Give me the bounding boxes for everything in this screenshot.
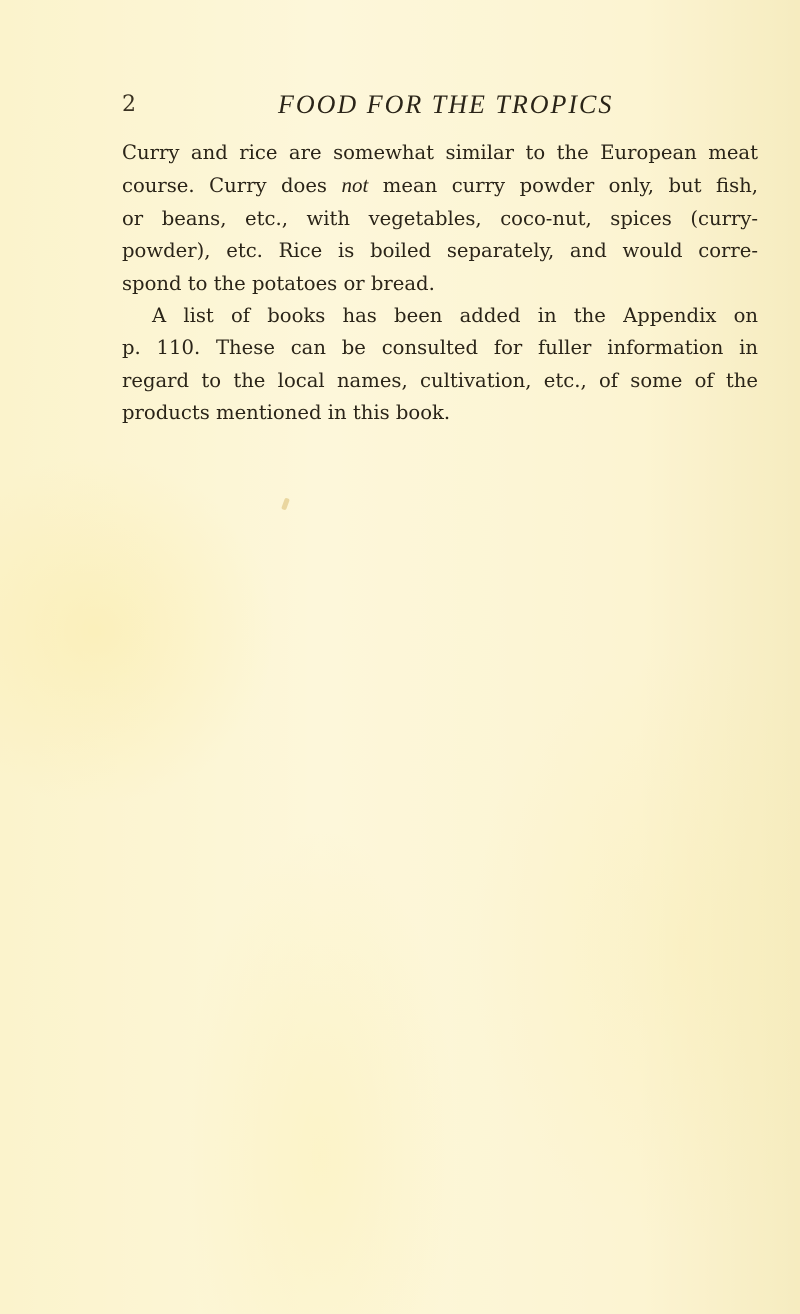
text-span: mean curry powder only, but fish, bbox=[368, 174, 758, 198]
text-span: course. Curry does bbox=[122, 174, 342, 198]
emphasis-not: not bbox=[341, 173, 369, 198]
running-title: FOOD FOR THE TROPICS bbox=[278, 90, 614, 119]
text-line bbox=[122, 169, 758, 202]
paragraph-curry-and-rice bbox=[122, 137, 758, 300]
text-line: powder), etc. Rice is boiled separately, and would corre- bbox=[122, 239, 758, 263]
text-line: or beans, etc., with vegetables, coco-nut, spices (curry- bbox=[122, 206, 758, 230]
paper-stain bbox=[281, 498, 290, 511]
text-line: spond to the potatoes or bread. bbox=[122, 271, 435, 295]
text-line: products mentioned in this book. bbox=[122, 401, 451, 425]
page-number: 2 bbox=[122, 92, 136, 117]
text-line: Curry and rice are somewhat similar to the European meat bbox=[122, 141, 758, 164]
text-line: A list of books has been added in the Appendix on bbox=[152, 304, 758, 328]
text-line: p. 110. These can be consulted for fuller information in bbox=[122, 336, 758, 360]
text-line: regard to the local names, cultivation, etc., of some of the bbox=[122, 368, 758, 392]
paragraph-list-of-books bbox=[122, 300, 758, 430]
body-text bbox=[122, 137, 758, 430]
running-head bbox=[0, 90, 800, 124]
